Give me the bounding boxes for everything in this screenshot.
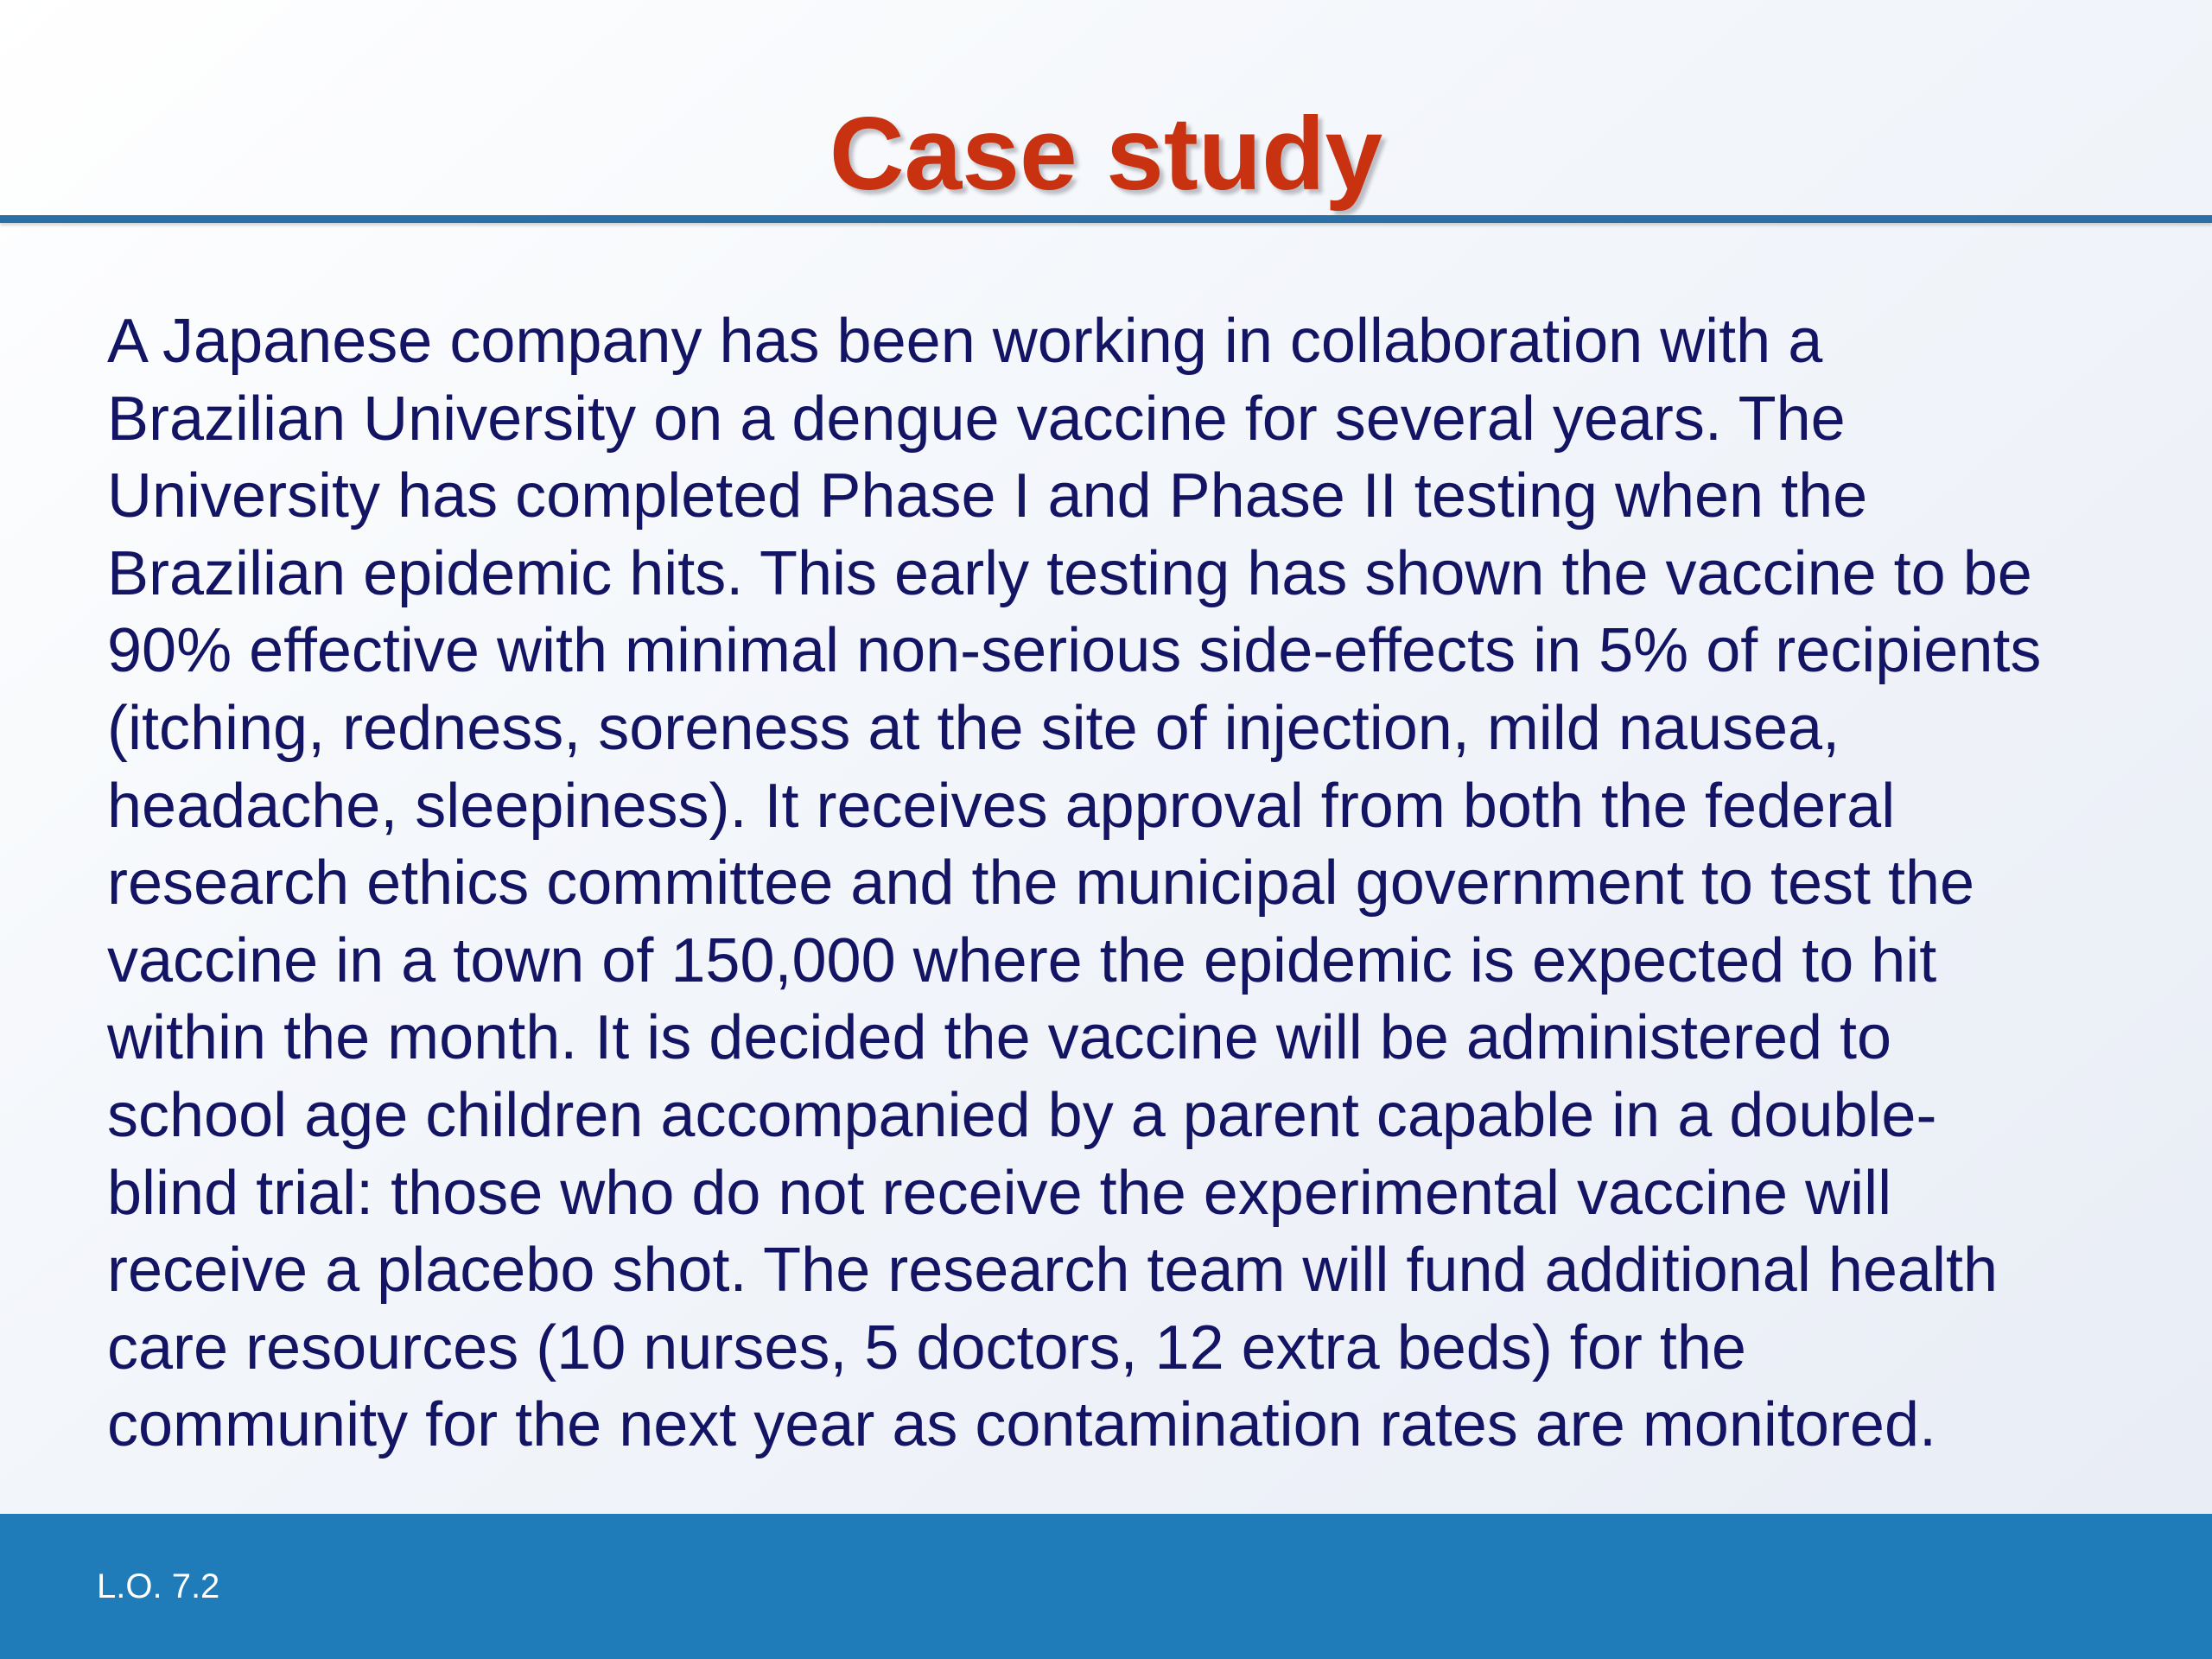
title-divider (0, 215, 2212, 223)
paragraph-line: Brazilian University on a dengue vaccine for several years. The (107, 384, 1846, 454)
paragraph-line: blind trial: those who do not receive the experimental vaccine will (107, 1158, 1892, 1228)
paragraph-line: school age children accompanied by a parent capable in a double- (107, 1080, 1937, 1150)
paragraph-line: receive a placebo shot. The research team will fund additional health (107, 1236, 1998, 1306)
footer-bar (0, 1514, 2212, 1659)
paragraph-line: vaccine in a town of 150,000 where the epidemic is expected to hit (107, 925, 1937, 995)
learning-objective-code: L.O. 7.2 (97, 1567, 220, 1605)
paragraph-line: within the month. It is decided the vaccine will be administered to (107, 1003, 1892, 1073)
paragraph-line: A Japanese company has been working in collaboration with a (107, 307, 1823, 376)
paragraph-line: headache, sleepiness). It receives approval from both the federal (107, 771, 1896, 841)
slide-title: Case study (829, 96, 1383, 212)
paragraph-line: care resources (10 nurses, 5 doctors, 12 extra beds) for the (107, 1313, 1746, 1382)
paragraph-line: community for the next year as contamination rates are monitored. (107, 1390, 1937, 1460)
paragraph-line: research ethics committee and the municipal government to test the (107, 849, 1975, 918)
case-study-paragraph (107, 303, 2181, 1465)
paragraph-line: (itching, redness, soreness at the site of injection, mild nausea, (107, 693, 1840, 763)
paragraph-line: Brazilian epidemic hits. This early testing has shown the vaccine to be (107, 538, 2032, 608)
paragraph-line: University has completed Phase I and Phase II testing when the (107, 461, 1868, 531)
paragraph-line: 90% effective with minimal non-serious side-effects in 5% of recipients (107, 616, 2042, 686)
